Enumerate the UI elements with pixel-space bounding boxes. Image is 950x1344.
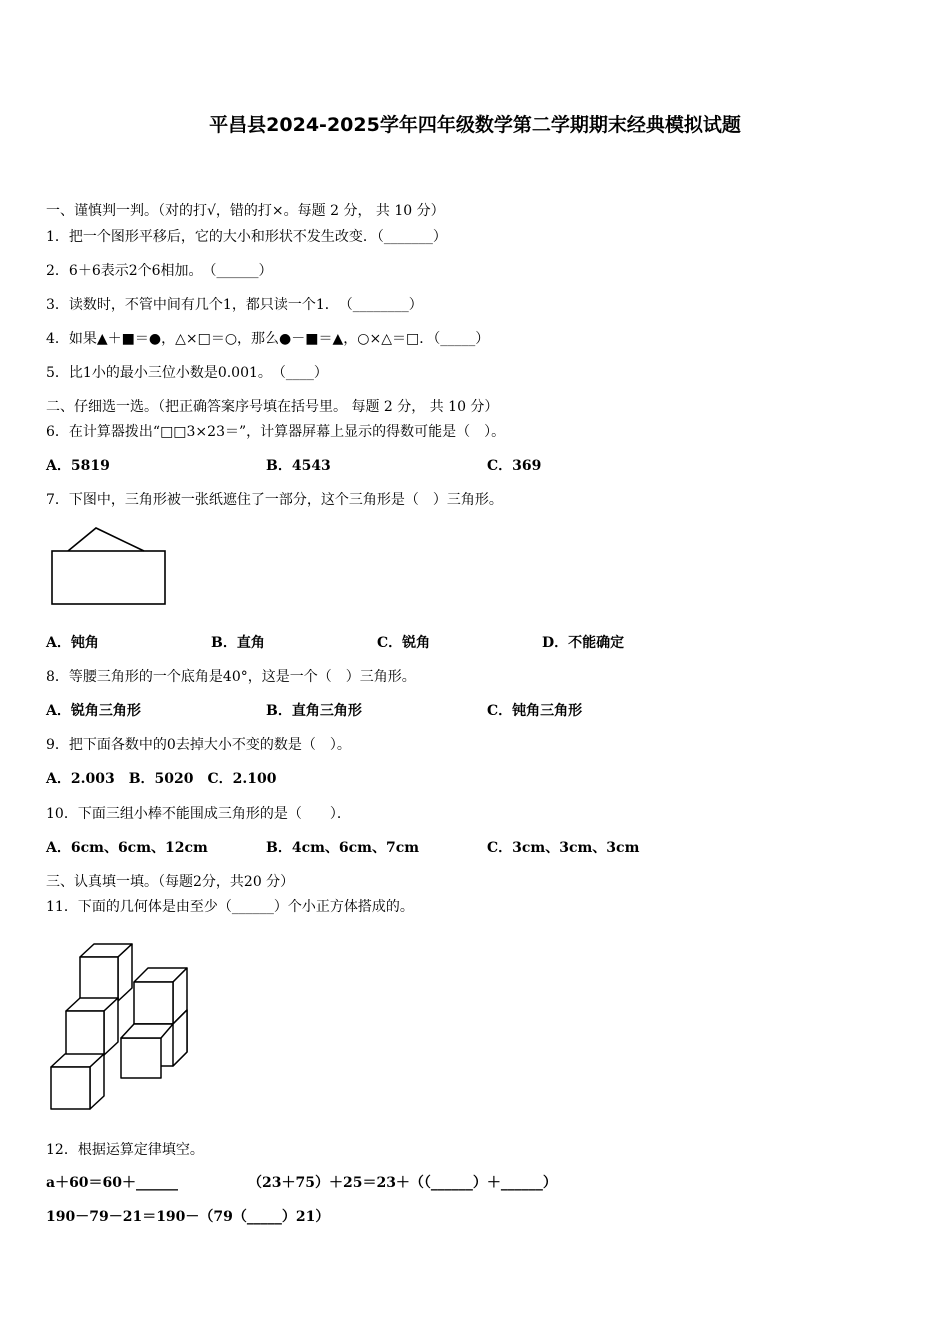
q7-option-c: C．锐角 [377,635,431,651]
question-9: 9．把下面各数中的0去掉大小不变的数是（ ）。 [46,737,351,753]
q6-option-b: B．4543 [266,458,331,474]
q7-option-b: B．直角 [211,635,265,651]
triangle-visible-part [68,528,144,551]
question-12: 12．根据运算定律填空。 [46,1142,204,1158]
q12-line-c: 190－79－21＝190－（79（_____）21） [46,1209,330,1225]
question-1: 1．把一个图形平移后，它的大小和形状不发生改变．（_______） [46,229,447,245]
cube-bottom-left [51,1054,104,1109]
cube-right-upper [134,968,187,1024]
page-title: 平昌县2024-2025学年四年级数学第二学期期末经典模拟试题 [209,114,741,136]
question-3: 3．读数时，不管中间有几个1，都只读一个1． （________） [46,297,423,313]
question-8: 8．等腰三角形的一个底角是40°，这是一个（ ）三角形。 [46,669,416,685]
section-3-header: 三、认真填一填。（每题2分，共20 分） [46,874,295,890]
q12-line-a: a＋60＝60＋______ [46,1175,179,1191]
question-4: 4．如果▲＋■＝●，△×□＝○，那么●－■＝▲，○×△＝□．（_____） [46,331,490,347]
question-2: 2．6＋6表示2个6相加。 （______） [46,263,273,279]
section-2-header: 二、仔细选一选。（把正确答案序号填在括号里。 每题 2 分， 共 10 分） [46,399,499,415]
question-10: 10．下面三组小棒不能围成三角形的是（ ）． [46,806,351,822]
cube-stack-figure [46,938,196,1116]
paper-rectangle [52,551,165,604]
question-6: 6．在计算器拨出“□□3×23＝”，计算器屏幕上显示的得数可能是（ ）。 [46,424,506,440]
section-1-header: 一、谨慎判一判。（对的打√，错的打×。每题 2 分， 共 10 分） [46,203,445,219]
q8-option-c: C．钝角三角形 [487,703,583,719]
question-5: 5．比1小的最小三位小数是0.001。 （____） [46,365,328,381]
q10-option-c: C．3cm、3cm、3cm [487,840,640,856]
cube-top [80,944,132,1001]
q9-options: A．2.003 B．5020 C．2.100 [46,771,277,787]
cube-middle-left [66,998,118,1055]
q8-option-b: B．直角三角形 [266,703,362,719]
q12-line-b: （23＋75）＋25＝23＋（（______）＋______） [248,1175,557,1191]
q10-option-b: B．4cm、6cm、7cm [266,840,420,856]
q6-option-a: A．5819 [46,458,110,474]
question-11: 11．下面的几何体是由至少（______）个小正方体搭成的。 [46,899,414,915]
q7-option-a: A．钝角 [46,635,99,651]
q7-option-d: D．不能确定 [542,635,625,651]
q10-option-a: A．6cm、6cm、12cm [46,840,208,856]
q6-option-c: C．369 [487,458,542,474]
covered-triangle-figure [46,522,171,610]
question-7: 7．下图中，三角形被一张纸遮住了一部分，这个三角形是（ ）三角形。 [46,492,503,508]
q8-option-a: A．锐角三角形 [46,703,141,719]
